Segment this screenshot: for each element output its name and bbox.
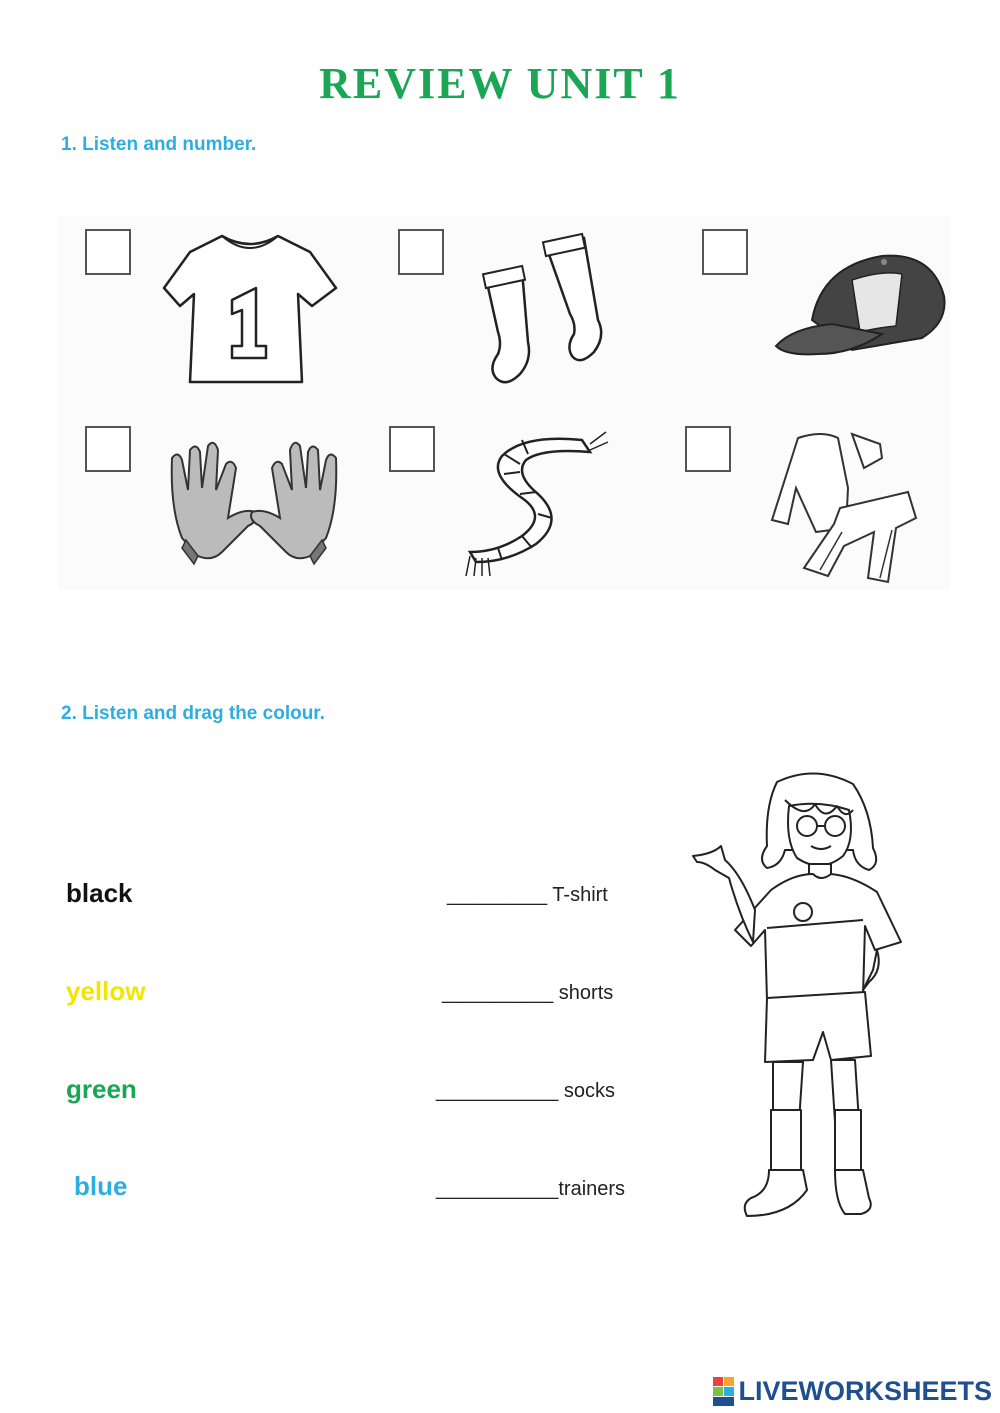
tracksuit-icon bbox=[768, 428, 920, 586]
color-word-black[interactable]: black bbox=[66, 878, 133, 908]
answer-box-3[interactable] bbox=[702, 229, 748, 275]
liveworksheets-logo-icon bbox=[713, 1377, 735, 1407]
page-title: REVIEW UNIT 1 bbox=[319, 59, 681, 108]
tshirt-icon bbox=[160, 230, 340, 388]
drop-blank-trainers[interactable]: ___________trainers bbox=[436, 1178, 626, 1200]
socks-icon bbox=[480, 232, 620, 390]
answer-box-2[interactable] bbox=[398, 229, 444, 275]
answer-box-6[interactable] bbox=[685, 426, 731, 472]
brand-text: LIVEWORKSHEETS bbox=[738, 1376, 992, 1406]
gloves-icon bbox=[152, 428, 356, 570]
drop-blank-tshirt[interactable]: _________ T-shirt bbox=[447, 884, 608, 906]
cap-icon bbox=[772, 250, 950, 382]
brand-watermark bbox=[713, 1376, 992, 1407]
answer-box-1[interactable] bbox=[85, 229, 131, 275]
girl-illustration bbox=[685, 770, 915, 1225]
color-word-yellow[interactable]: yellow bbox=[66, 976, 146, 1006]
drop-blank-socks[interactable]: ___________ socks bbox=[436, 1080, 616, 1102]
answer-box-4[interactable] bbox=[85, 426, 131, 472]
scarf-icon bbox=[462, 428, 610, 580]
section1-heading: 1. Listen and number. bbox=[61, 134, 257, 155]
color-word-green[interactable]: green bbox=[66, 1074, 137, 1104]
drop-blank-shorts[interactable]: __________ shorts bbox=[442, 982, 614, 1004]
color-word-blue[interactable]: blue bbox=[74, 1171, 128, 1201]
answer-box-5[interactable] bbox=[389, 426, 435, 472]
section2-heading: 2. Listen and drag the colour. bbox=[61, 703, 325, 724]
